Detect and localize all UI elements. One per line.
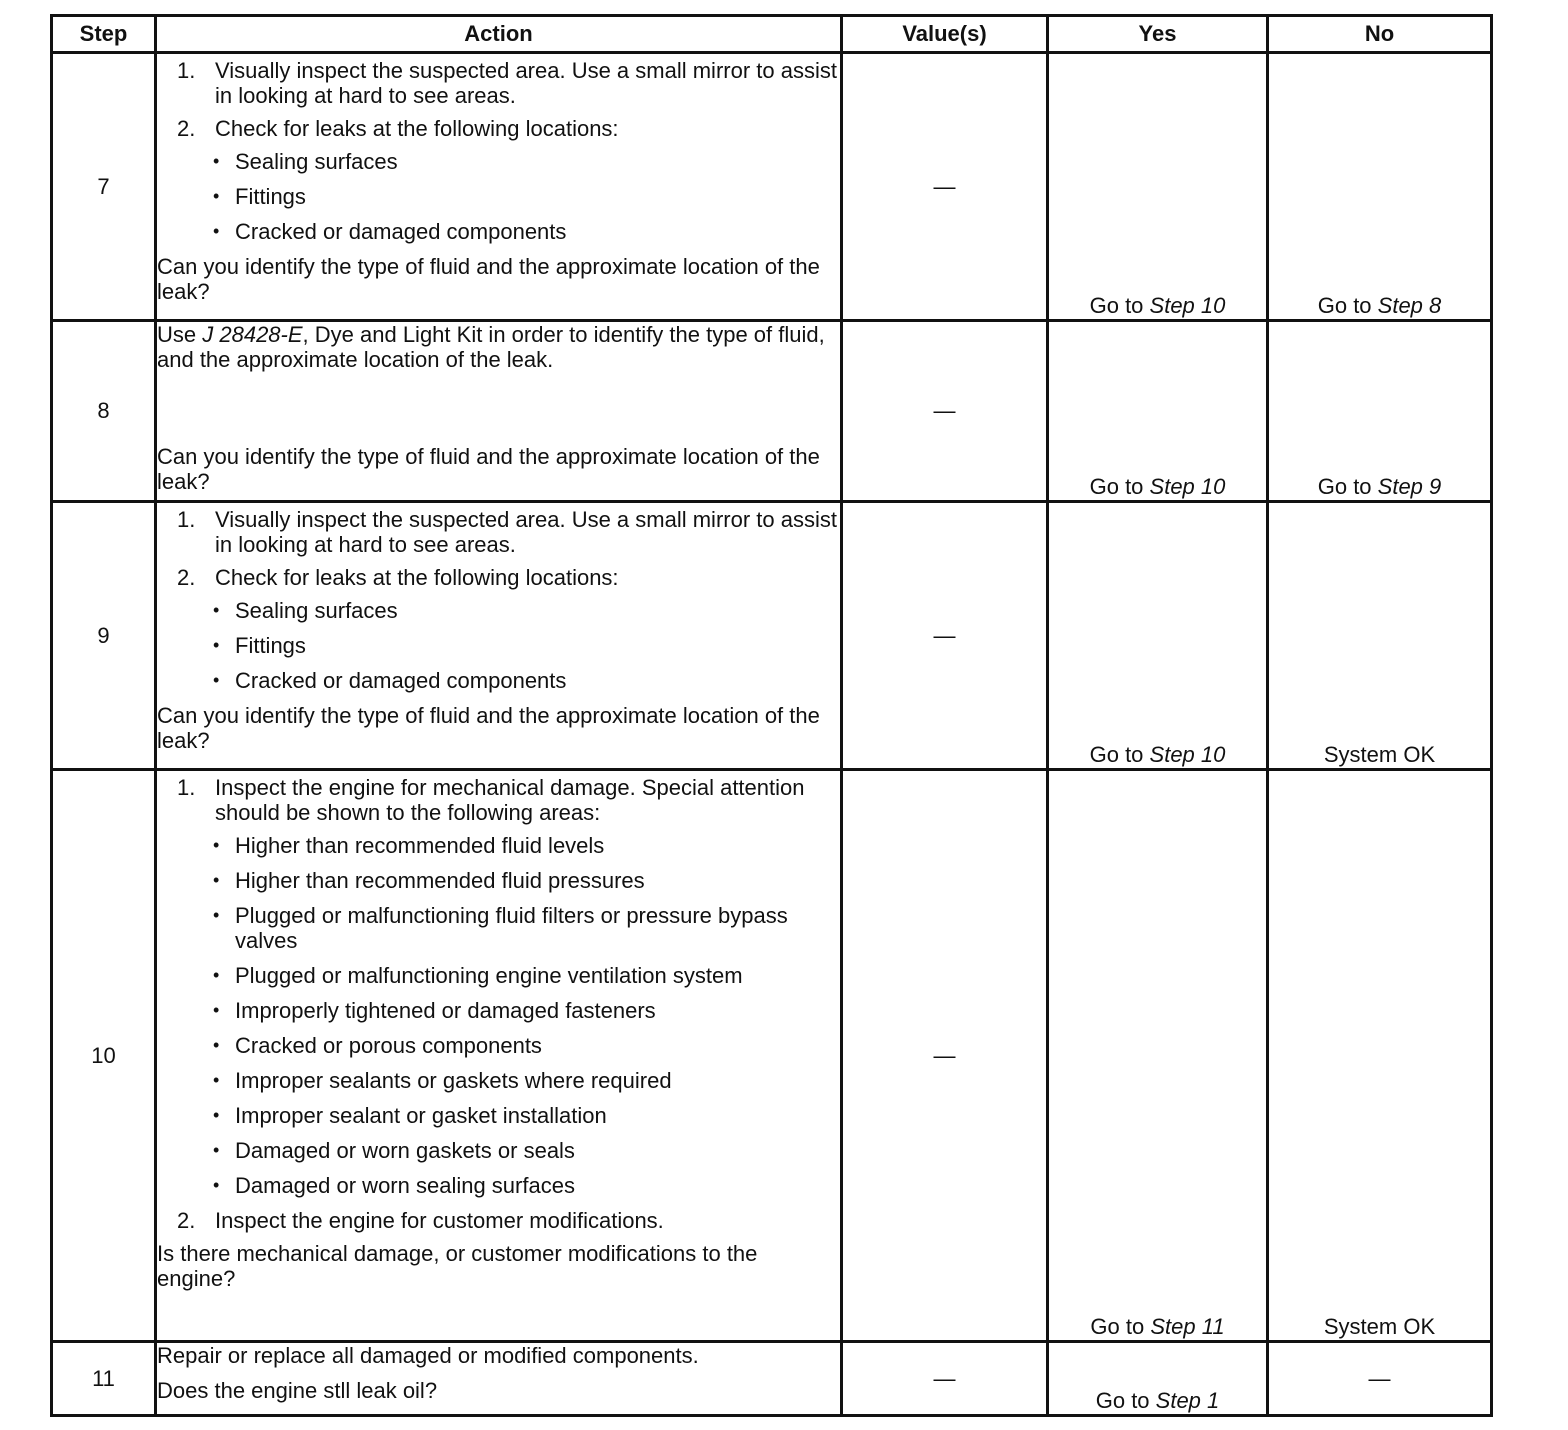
bullet-icon: • bbox=[213, 835, 220, 855]
item-text: Visually inspect the suspected area. Use a small mirror to assist in looking at hard to see areas. bbox=[215, 58, 837, 108]
bullet-icon: • bbox=[213, 1140, 220, 1160]
item-number: 1. bbox=[177, 775, 196, 800]
bullet-item bbox=[157, 1068, 840, 1093]
yes-prefix: Go to bbox=[1089, 742, 1150, 767]
no-cell bbox=[1268, 53, 1492, 321]
numbered-item bbox=[157, 507, 840, 557]
bullet-icon: • bbox=[213, 1175, 220, 1195]
yes-cell bbox=[1048, 53, 1268, 321]
bullet-item bbox=[157, 868, 840, 893]
question-text: Does the engine stll leak oil? bbox=[157, 1378, 438, 1403]
bullet-item bbox=[157, 1173, 840, 1198]
bullet-text: Fittings bbox=[235, 633, 306, 658]
numbered-item bbox=[157, 1208, 840, 1233]
bullet-text: Sealing surfaces bbox=[235, 598, 398, 623]
action-cell bbox=[156, 1342, 842, 1416]
table-row-step-7 bbox=[52, 53, 1492, 321]
tool-suffix: , Dye and Light Kit in order to identify the type of fluid, and the approximate location of the leak. bbox=[157, 322, 825, 372]
no-cell: System OK bbox=[1268, 770, 1492, 1342]
no-cell: System OK bbox=[1268, 502, 1492, 770]
bullet-text: Damaged or worn gaskets or seals bbox=[235, 1138, 575, 1163]
item-number: 1. bbox=[177, 58, 196, 83]
yes-cell bbox=[1048, 770, 1268, 1342]
bullet-text: Higher than recommended fluid levels bbox=[235, 833, 605, 858]
table-row-step-9 bbox=[52, 502, 1492, 770]
repair-instruction: Repair or replace all damaged or modified components. bbox=[157, 1343, 699, 1368]
yes-prefix: Go to bbox=[1095, 1388, 1156, 1413]
yes-cell bbox=[1048, 321, 1268, 502]
bullet-item bbox=[157, 633, 840, 658]
bullet-icon: • bbox=[213, 965, 220, 985]
item-text: Visually inspect the suspected area. Use a small mirror to assist in looking at hard to see areas. bbox=[215, 507, 837, 557]
bullet-icon: • bbox=[213, 1000, 220, 1020]
tool-reference: J 28428-E bbox=[202, 322, 303, 347]
bullet-icon: • bbox=[213, 1070, 220, 1090]
bullet-icon: • bbox=[213, 186, 220, 206]
tool-instruction bbox=[157, 322, 840, 372]
no-step-ref: Step 9 bbox=[1377, 474, 1442, 499]
no-cell bbox=[1268, 321, 1492, 502]
yes-prefix: Go to bbox=[1089, 474, 1150, 499]
item-number: 2. bbox=[177, 116, 196, 141]
step-number: 10 bbox=[52, 770, 156, 1342]
bullet-icon: • bbox=[213, 600, 220, 620]
bullet-icon: • bbox=[213, 1035, 220, 1055]
action-cell bbox=[156, 502, 842, 770]
numbered-item bbox=[157, 565, 840, 590]
header-row bbox=[52, 16, 1492, 53]
header-action: Action bbox=[156, 16, 842, 53]
yes-step-ref: Step 10 bbox=[1149, 742, 1226, 767]
no-step-ref: Step 8 bbox=[1377, 293, 1442, 318]
bullet-item bbox=[157, 963, 840, 988]
value-cell: — bbox=[842, 770, 1048, 1342]
bullet-item bbox=[157, 219, 840, 244]
table-row-step-10 bbox=[52, 770, 1492, 1342]
bullet-item bbox=[157, 1103, 840, 1128]
value-cell: — bbox=[842, 502, 1048, 770]
bullet-text: Cracked or damaged components bbox=[235, 668, 567, 693]
bullet-icon: • bbox=[213, 635, 220, 655]
item-text: Check for leaks at the following locations: bbox=[215, 116, 619, 141]
step-number: 11 bbox=[52, 1342, 156, 1416]
bullet-item bbox=[157, 1033, 840, 1058]
bullet-text: Sealing surfaces bbox=[235, 149, 398, 174]
numbered-item bbox=[157, 58, 840, 108]
step-number: 9 bbox=[52, 502, 156, 770]
item-text: Inspect the engine for mechanical damage. Special attention should be shown to the following areas: bbox=[215, 775, 805, 825]
table-row-step-8 bbox=[52, 321, 1492, 502]
bullet-item bbox=[157, 184, 840, 209]
bullet-icon: • bbox=[213, 670, 220, 690]
action-cell bbox=[156, 321, 842, 502]
yes-cell bbox=[1048, 1342, 1268, 1416]
no-prefix: Go to bbox=[1317, 474, 1378, 499]
bullet-item bbox=[157, 149, 840, 174]
item-number: 1. bbox=[177, 507, 196, 532]
question-text: Can you identify the type of fluid and the approximate location of the leak? bbox=[157, 703, 820, 753]
bullet-text: Improperly tightened or damaged fasteners bbox=[235, 998, 656, 1023]
bullet-icon: • bbox=[213, 1105, 220, 1125]
yes-prefix: Go to bbox=[1090, 1314, 1151, 1339]
tool-prefix: Use bbox=[157, 322, 203, 347]
bullet-text: Damaged or worn sealing surfaces bbox=[235, 1173, 575, 1198]
value-cell: — bbox=[842, 1342, 1048, 1416]
yes-step-ref: Step 11 bbox=[1150, 1314, 1225, 1339]
bullet-icon: • bbox=[213, 870, 220, 890]
bullet-item bbox=[157, 998, 840, 1023]
item-text: Inspect the engine for customer modifications. bbox=[215, 1208, 664, 1233]
yes-cell bbox=[1048, 502, 1268, 770]
bullet-icon: • bbox=[213, 151, 220, 171]
header-yes: Yes bbox=[1048, 16, 1268, 53]
bullet-icon: • bbox=[213, 221, 220, 241]
numbered-item bbox=[157, 116, 840, 141]
bullet-text: Plugged or malfunctioning engine ventilation system bbox=[235, 963, 743, 988]
item-text: Check for leaks at the following locations: bbox=[215, 565, 619, 590]
no-cell: — bbox=[1268, 1342, 1492, 1416]
question-text: Can you identify the type of fluid and the approximate location of the leak? bbox=[157, 444, 820, 494]
bullet-text: Improper sealant or gasket installation bbox=[235, 1103, 607, 1128]
step-number: 8 bbox=[52, 321, 156, 502]
bullet-text: Fittings bbox=[235, 184, 306, 209]
bullet-text: Improper sealants or gaskets where required bbox=[235, 1068, 672, 1093]
yes-step-ref: Step 10 bbox=[1149, 474, 1226, 499]
value-cell: — bbox=[842, 53, 1048, 321]
header-values: Value(s) bbox=[842, 16, 1048, 53]
numbered-item bbox=[157, 775, 840, 825]
bullet-item bbox=[157, 833, 840, 858]
action-cell bbox=[156, 53, 842, 321]
bullet-item bbox=[157, 668, 840, 693]
bullet-item bbox=[157, 598, 840, 623]
diagnostic-table bbox=[50, 14, 1493, 1417]
bullet-text: Cracked or porous components bbox=[235, 1033, 542, 1058]
header-step: Step bbox=[52, 16, 156, 53]
yes-step-ref: Step 10 bbox=[1149, 293, 1226, 318]
bullet-text: Higher than recommended fluid pressures bbox=[235, 868, 645, 893]
table-row-step-11 bbox=[52, 1342, 1492, 1416]
yes-prefix: Go to bbox=[1089, 293, 1150, 318]
action-cell bbox=[156, 770, 842, 1342]
no-prefix: Go to bbox=[1317, 293, 1378, 318]
question-text: Is there mechanical damage, or customer modifications to the engine? bbox=[157, 1241, 758, 1291]
question-text: Can you identify the type of fluid and the approximate location of the leak? bbox=[157, 254, 820, 304]
bullet-item bbox=[157, 903, 840, 953]
bullet-icon: • bbox=[213, 905, 220, 925]
bullet-item bbox=[157, 1138, 840, 1163]
header-no: No bbox=[1268, 16, 1492, 53]
item-number: 2. bbox=[177, 1208, 196, 1233]
step-number: 7 bbox=[52, 53, 156, 321]
bullet-text: Cracked or damaged components bbox=[235, 219, 567, 244]
item-number: 2. bbox=[177, 565, 196, 590]
bullet-text: Plugged or malfunctioning fluid filters or pressure bypass valves bbox=[235, 903, 788, 953]
yes-step-ref: Step 1 bbox=[1155, 1388, 1220, 1413]
value-cell: — bbox=[842, 321, 1048, 502]
